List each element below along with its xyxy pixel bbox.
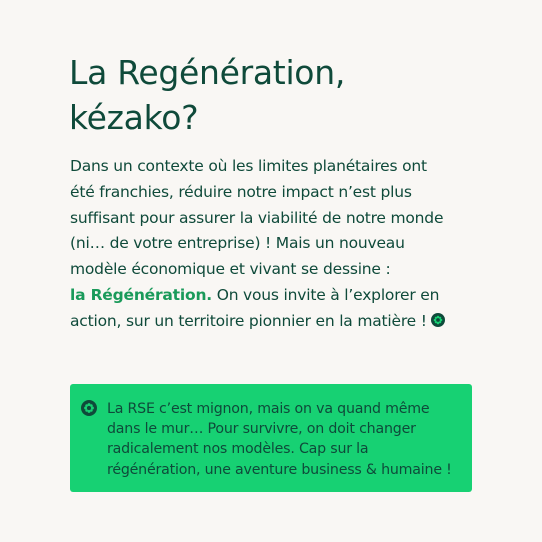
intro-line-7-text: action, sur un territoire pionnier en la matière ! bbox=[70, 311, 432, 330]
intro-line-2: été franchies, réduire notre impact n’est plus bbox=[70, 182, 412, 201]
callout-line-3: radicalement nos modèles. Cap sur la bbox=[107, 441, 369, 458]
regeneration-highlight: la Régénération. bbox=[70, 285, 212, 304]
page-title-line-1: La Regénération, bbox=[69, 53, 346, 92]
page-title-line-2: kézako? bbox=[69, 98, 199, 137]
intro-line-4: (ni… de votre entreprise) ! Mais un nouveau bbox=[70, 234, 405, 253]
flower-icon bbox=[81, 400, 97, 416]
callout-text bbox=[107, 399, 462, 480]
page-title bbox=[69, 50, 489, 140]
intro-line-6 bbox=[70, 283, 465, 309]
intro-line-7 bbox=[70, 309, 465, 335]
intro-paragraph bbox=[70, 154, 465, 335]
intro-line-1: Dans un contexte où les limites planétaires ont bbox=[70, 157, 427, 175]
callout-line-2: dans le mur… Pour survivre, on doit changer bbox=[107, 421, 416, 438]
intro-line-6-rest: On vous invite à l’explorer en bbox=[211, 285, 440, 304]
callout-line-4: régénération, une aventure business & humaine ! bbox=[107, 461, 452, 478]
intro-line-3: suffisant pour assurer la viabilité de notre monde bbox=[70, 208, 444, 227]
intro-line-5: modèle économique et vivant se dessine : bbox=[70, 260, 391, 279]
flower-icon bbox=[431, 313, 445, 327]
callout-box bbox=[70, 384, 472, 492]
callout-line-1: La RSE c’est mignon, mais on va quand même bbox=[107, 401, 430, 417]
